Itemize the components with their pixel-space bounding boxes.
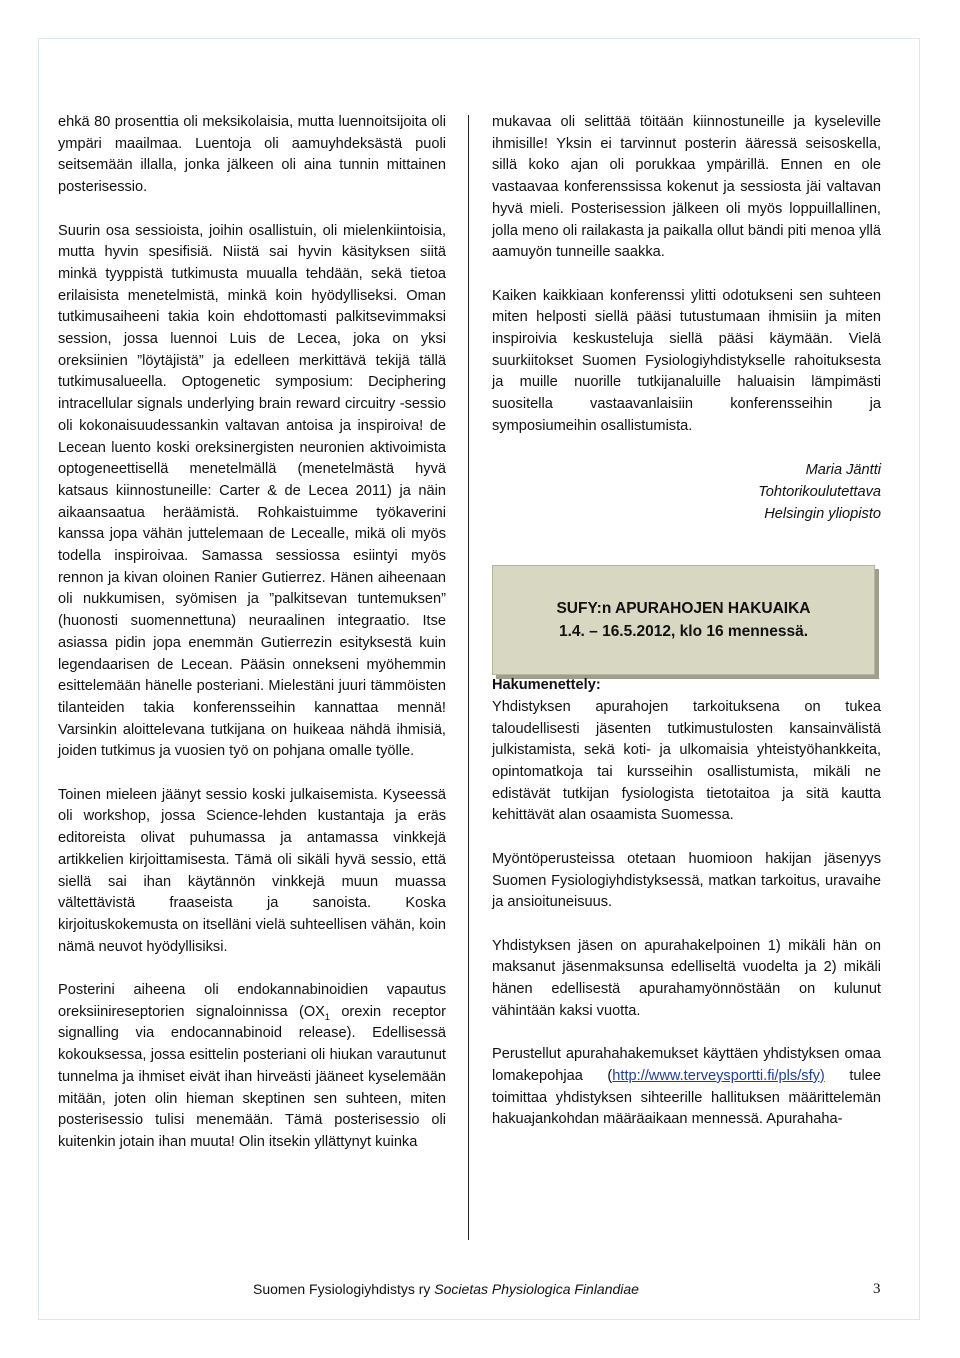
author-title: Tohtorikoulutettava <box>758 484 881 501</box>
criteria-paragraph: Myöntöperusteissa otetaan huomioon hakijan jäsenyys Suomen Fysiologiyhdistyksessä, matkan tarkoitus, uravaihe ja ansioituneisuus. <box>492 850 881 911</box>
procedure-heading: Hakumenettely: <box>492 677 601 694</box>
procedure-paragraph <box>492 675 881 827</box>
application-paragraph <box>492 1044 881 1131</box>
procedure-text: Yhdistyksen apurahojen tarkoituksena on tukea taloudellisesti jäsenten tutkimustulosten kansainvälistä julkistamista, sekä koti- ja ulkomaisia yhteistyöhankkeita, opintomatkoja tai kursseihin osallistumista, mikäli ne edistävät tutkijan fysiologista tietotaitoa ja sitä kautta kehittävät alan osaamista Suomessa. <box>492 698 881 824</box>
column-divider <box>468 115 469 1240</box>
page-number: 3 <box>873 1281 881 1297</box>
subscript-1: 1 <box>324 1011 330 1022</box>
left-column <box>58 112 446 1175</box>
left-paragraph-3: Toinen mieleen jäänyt sessio koski julkaisemista. Kyseessä oli workshop, jossa Science-lehden kustantaja ja eräs editoreista olivat puhumassa ja antamassa vinkkejä artikkelien kirjoittamisesta. Tämä oli sikäli hyvä sessio, että siellä sai ihan käytännön vinkkejä muun muassa vältettävistä fraaseista ja sanoista. Koska kirjoituskokemusta on itselläni vielä suhteellisen vähän, koin nämä neuvot hyödyllisiksi. <box>58 786 446 955</box>
right-paragraph-2: Kaiken kaikkiaan konferenssi ylitti odotukseni sen suhteen miten helposti siellä pääsi tutustumaan ihmisiin ja miten inspiroivia keskusteluja siellä pääsi käymään. Vielä suurkiitokset Suomen Fysiologiyhdistykselle rahoituksesta ja muille nuorille tutkijanaluille haluaisin lämpimästi suositella vastaavanlaisiin konferensseihin ja symposiumeihin osallistumista. <box>492 287 881 434</box>
page-footer <box>0 1281 960 1301</box>
left-paragraph-4 <box>58 980 446 1154</box>
application-text-end: tulee toimittaa yhdistyksen sihteerille hallituksen määrittelemän hakuajankohdan määräaikaan mennessä. Apurahaha- <box>492 1067 881 1128</box>
author-name: Maria Jäntti <box>805 462 881 479</box>
poster-text-start: Posterini aiheena oli endokannabinoidien vapautus oreksiinireseptorien signaloinnissa (OX <box>58 982 446 1020</box>
grant-deadline-notice <box>492 565 875 675</box>
notice-title: SUFY:n APURAHOJEN HAKUAIKA <box>556 600 811 618</box>
left-paragraph-2: Suurin osa sessioista, joihin osallistuin, oli mielenkiintoisia, mutta hyvin spesifisiä. Niistä sai hyvin käsityksen siitä minkä tyyppistä tutkimusta muualla tehdään, sekä tietoa erilaisista menetelmistä, minkä koin hyödylliseksi. Oman tutkimusaiheeni takia koin ehdottomasti palkitsevimmaksi session, jossa luennoi Luis de Lecea, joka on yksi oreksiinien ”löytäjistä” ja edelleen merkittävä tekijä tällä tutkimusalueella. Optogenetic symposium: Deciphering intracellular signals underlying brain reward circuitry -sessio oli kokonaisuudessankin valtavan antoisa ja inspiroiva! de Lecean luento koski oreksinergisten neuronien aktivoimista optogeneettisellä menetelmällä (menetelmästä hyvä katsaus kiinnostuneille: Carter & de Lecea 2011) ja näin aikaansaatua heräämistä. Rohkaistuimme työkaverini kanssa jopa vähän juttelemaan de Lecealle, mikä oli myös todella inspiroivaa. Samassa sessiossa esiintyi myös rennon ja kivan oloinen Ranier Gutierrez. Hänen aiheenaan oli nukkumisen, syömisen ja ”palkitsevan tuntemuksen” (huonosti suomennettuna) neuraalinen integraatio. Itse asiassa pidin jopa enemmän Gutierrezin esityksestä kuin legendaarisen de Lecean. Pääsin onnekseni myöhemmin esittelemään hänelle posteriani. Mielestäni juuri tämmöisten tilanteiden takia konferensseihin kannattaa mennä! Varsinkin aloittelevana tutkijana on huikeaa nähdä ihmisiä, joiden tutkimus ja vuosien työ on pohjana omalle työlle. <box>58 222 446 760</box>
poster-text-rest: orexin receptor signalling via endocannabinoid release). Edellisessä kokouksessa, jossa esittelin posteriani oli hiukan varautunut tunnelma ja ihmiset eivät ihan hirveästi jääneet kyselemään mitään, joten olin hieman skeptinen sen suhteen, miten posterisessio tulisi menemään. Tämä posterisessio oli kuitenkin jotain ihan muuta! Olin itsekin yllättynyt kuinka <box>58 1003 446 1150</box>
application-text-start: Perustellut apurahahakemukset käyttäen yhdistyksen omaa lomakepohjaa ( <box>492 1046 881 1084</box>
left-paragraph-1: ehkä 80 prosenttia oli meksikolaisia, mutta luennoitsijoita oli ympäri maailmaa. Luentoja oli aamuyhdeksästä puoli seitsemään illalla, jonka jälkeen oli aina tunnin mittainen posterisessio. <box>58 114 446 196</box>
footer-text <box>253 1281 639 1297</box>
author-signature <box>492 459 881 525</box>
right-paragraph-1: mukavaa oli selittää töitään kiinnostuneille ja kyseleville ihmisille! Yksin ei tarvinnut posterin ääressä seisoskella, sillä koko ajan oli porukkaa ympärillä. Ennen en ole vastaavaa konferenssissa kokenut ja sessiosta jäi valtavan hyvä mieli. Posterisession jälkeen oli myös loppuillallinen, jolla meno oli railakasta ja paikalla ollut bändi piti menoa yllä aamuyön tunneille saakka. <box>492 114 881 261</box>
form-link[interactable]: http://www.terveysportti.fi/pls/sfy) <box>612 1067 825 1084</box>
notice-dates: 1.4. – 16.5.2012, klo 16 mennessä. <box>558 623 809 641</box>
right-column <box>492 112 881 1153</box>
author-organization: Helsingin yliopisto <box>764 506 881 523</box>
footer-org: Suomen Fysiologiyhdistys ry <box>253 1281 431 1297</box>
footer-latin: Societas Physiologica Finlandiae <box>434 1281 639 1297</box>
membership-paragraph: Yhdistyksen jäsen on apurahakelpoinen 1) mikäli hän on maksanut jäsenmaksunsa edelliseltä vuodelta ja 2) mikäli hänen edellisestä apurahamyönnöstään on kulunut vähintään kaksi vuotta. <box>492 937 881 1019</box>
